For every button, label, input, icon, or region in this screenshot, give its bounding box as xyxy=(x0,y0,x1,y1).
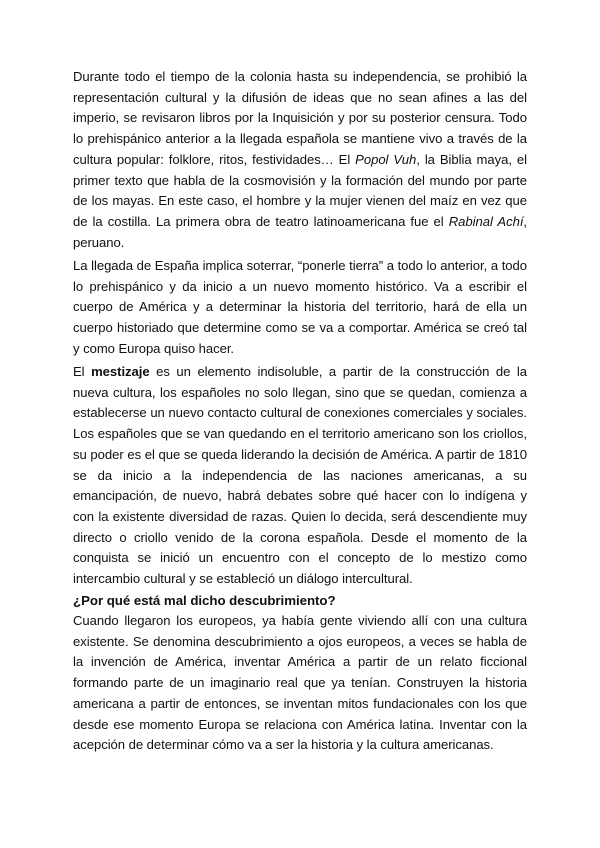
paragraph-mestizaje-text-2: es un elemento indisoluble, a partir de la construcción de la nueva cultura, los españoles no solo llegan, sino que se quedan, comienza a establecerse un nuevo contacto cultural de conexiones comerciales y sociales. Los españoles que se van quedando en el territorio americano son los criollos, su poder es el que se queda liderando la decisión de América. A partir de 1810 se da inicio a la independencia de las naciones americanas, a su emancipación, de nuevo, habrá debates sobre qué hacer con lo indígena y con la existente diversidad de razas. Quien lo decida, será descendiente muy directo o criollo venido de la corona española. Desde el momento de la conquista se inició un encuentro con el concepto de lo mestizo como intercambio cultural y se estableció un diálogo intercultural. xyxy=(73,364,527,587)
paragraph-mestizaje xyxy=(73,362,527,590)
paragraph-mestizaje-text-1: El xyxy=(73,364,92,379)
paragraph-descubrimiento: Cuando llegaron los europeos, ya había gente viviendo allí con una cultura existente. Se denomina descubrimiento a ojos europeos, a veces se habla de la invención de América, inventar América a partir de un relato ficcional formando parte de un imaginario real que ya tenían. Construyen la historia americana a partir de entonces, se inventan mitos fundacionales con los que desde ese momento Europa se relaciona con América latina. Inventar con la acepción de determinar cómo va a ser la historia y la cultura americanas. xyxy=(73,613,527,753)
rabinal-achi-title: Rabinal Achí xyxy=(448,213,524,229)
paragraph-colonia-text-1: Durante todo el tiempo de la colonia hasta su independencia, se prohibió la representación cultural y la difusión de ideas que no sean afines a las del imperio, se revisaron libros por la Inquisición y por su posterior censura. Todo lo prehispánico anterior a la llegada española se mantiene vivo a través de la cultura popular: folklore, ritos, festividades… El xyxy=(73,69,527,167)
section-heading: ¿Por qué está mal dicho descubrimiento? xyxy=(73,593,336,608)
popol-vuh-title: Popol Vuh xyxy=(355,151,417,167)
paragraph-colonia-text-2: , la Biblia maya, el primer texto que habla de la cosmovisión y la formación del mundo por parte de los mayas. En este caso, el hombre y la mujer vienen del maíz en vez que de la costilla. La primera obra de teatro latinoamericana fue el xyxy=(73,151,527,229)
paragraph-llegada-espana: La llegada de España implica soterrar, “ponerle tierra” a todo lo anterior, a todo lo prehispánico y da inicio a un nuevo momento histórico. Va a escribir el cuerpo de América y a determinar la historia del territorio, hará de ella un cuerpo historiado que determine como se va a comportar. América se creó tal y como Europa quiso hacer. xyxy=(73,258,527,356)
paragraph-colonia xyxy=(73,67,527,253)
paragraph-colonia-text-3: , peruano. xyxy=(73,213,528,250)
mestizaje-term: mestizaje xyxy=(91,364,150,379)
